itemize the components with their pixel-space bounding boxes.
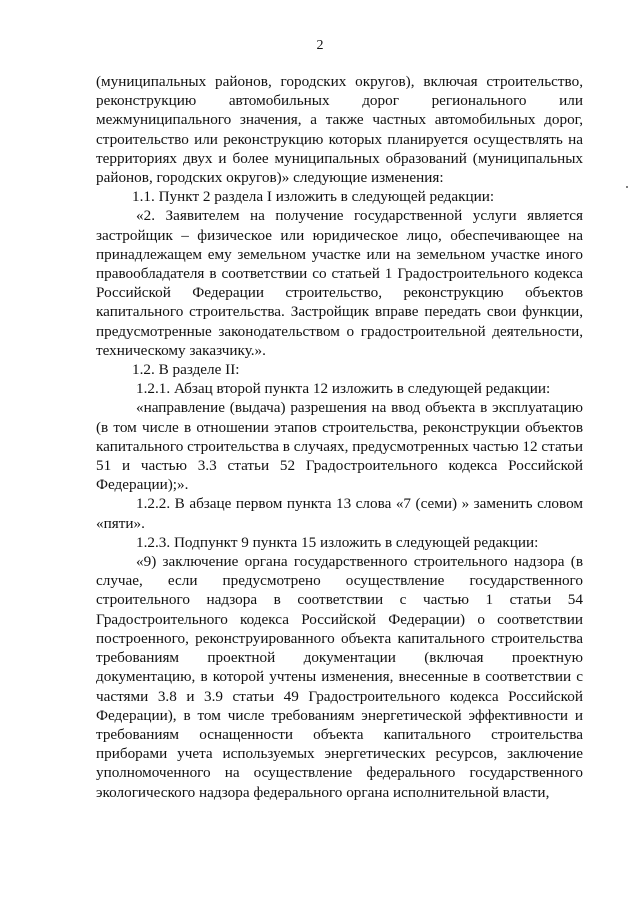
paragraph-item-1-2-1: 1.2.1. Абзац второй пункта 12 изложить в следующей редакции: — [136, 380, 551, 398]
paragraph-intro-continuation: (муниципальных районов, городских округов), включая строительство, реконструкцию автомобильных дорог регионального или межмуниципального значения, а также частных автомобильных дорог, строительство или реконструкцию которых планируется осуществлять на территориях двух и более муниципальных образований (муниципальных районов, городских округов)» следующие изменения: — [96, 73, 583, 187]
paragraph-subitem-9-quote: «9) заключение органа государственного строительного надзора (в случае, если предусмотрено осуществление государственного строительного надзора в соответствии с частью 1 статьи 54 Градостроительного кодекса Российской Федерации) о соответствии построенного, реконструированного объекта капитального строительства требованиям проектной документации (включая проектную документацию, в которой учтены изменения, внесенные в соответствии с частями 3.8 и 3.9 статьи 49 Градостроительного кодекса Российской Федерации), в том числе требованиям энергетической эффективности и требованиям оснащенности объекта капитального строительства приборами учета используемых энергетических ресурсов, заключение уполномоченного на осуществление федерального государственного экологического надзора федерального органа исполнительной власти, — [96, 553, 583, 801]
paragraph-issuance-quote: «направление (выдача) разрешения на ввод объекта в эксплуатацию (в том числе в отношении этапов строительства, реконструкции объектов капитального строительства в случаях, предусмотренных частью 12 статьи 51 и частью 3.3 статьи 52 Градостроительного кодекса Российской Федерации);». — [96, 399, 583, 494]
paragraph-item-1-1: 1.1. Пункт 2 раздела I изложить в следующей редакции: — [132, 188, 495, 206]
paragraph-item-1-2-3: 1.2.3. Подпункт 9 пункта 15 изложить в следующей редакции: — [136, 533, 539, 551]
page-number: 2 — [316, 38, 324, 53]
document-body — [96, 72, 583, 802]
scan-edge-mark — [626, 186, 628, 188]
paragraph-item-2-quote: «2. Заявителем на получение государственной услуги является застройщик – физическое или юридическое лицо, обеспечивающее на принадлежащем ему земельном участке или на земельном участке иного правообладателя в соответствии со статьей 1 Градостроительного кодекса Российской Федерации строительство, реконструкцию объектов капитального строительства. Застройщик вправе передать свои функции, предусмотренные законодательством о градостроительной деятельности, техническому заказчику.». — [96, 207, 583, 359]
paragraph-item-1-2: 1.2. В разделе II: — [132, 361, 240, 379]
paragraph-item-1-2-2: 1.2.2. В абзаце первом пункта 13 слова «7 (семи) » заменить словом «пяти». — [96, 495, 583, 532]
